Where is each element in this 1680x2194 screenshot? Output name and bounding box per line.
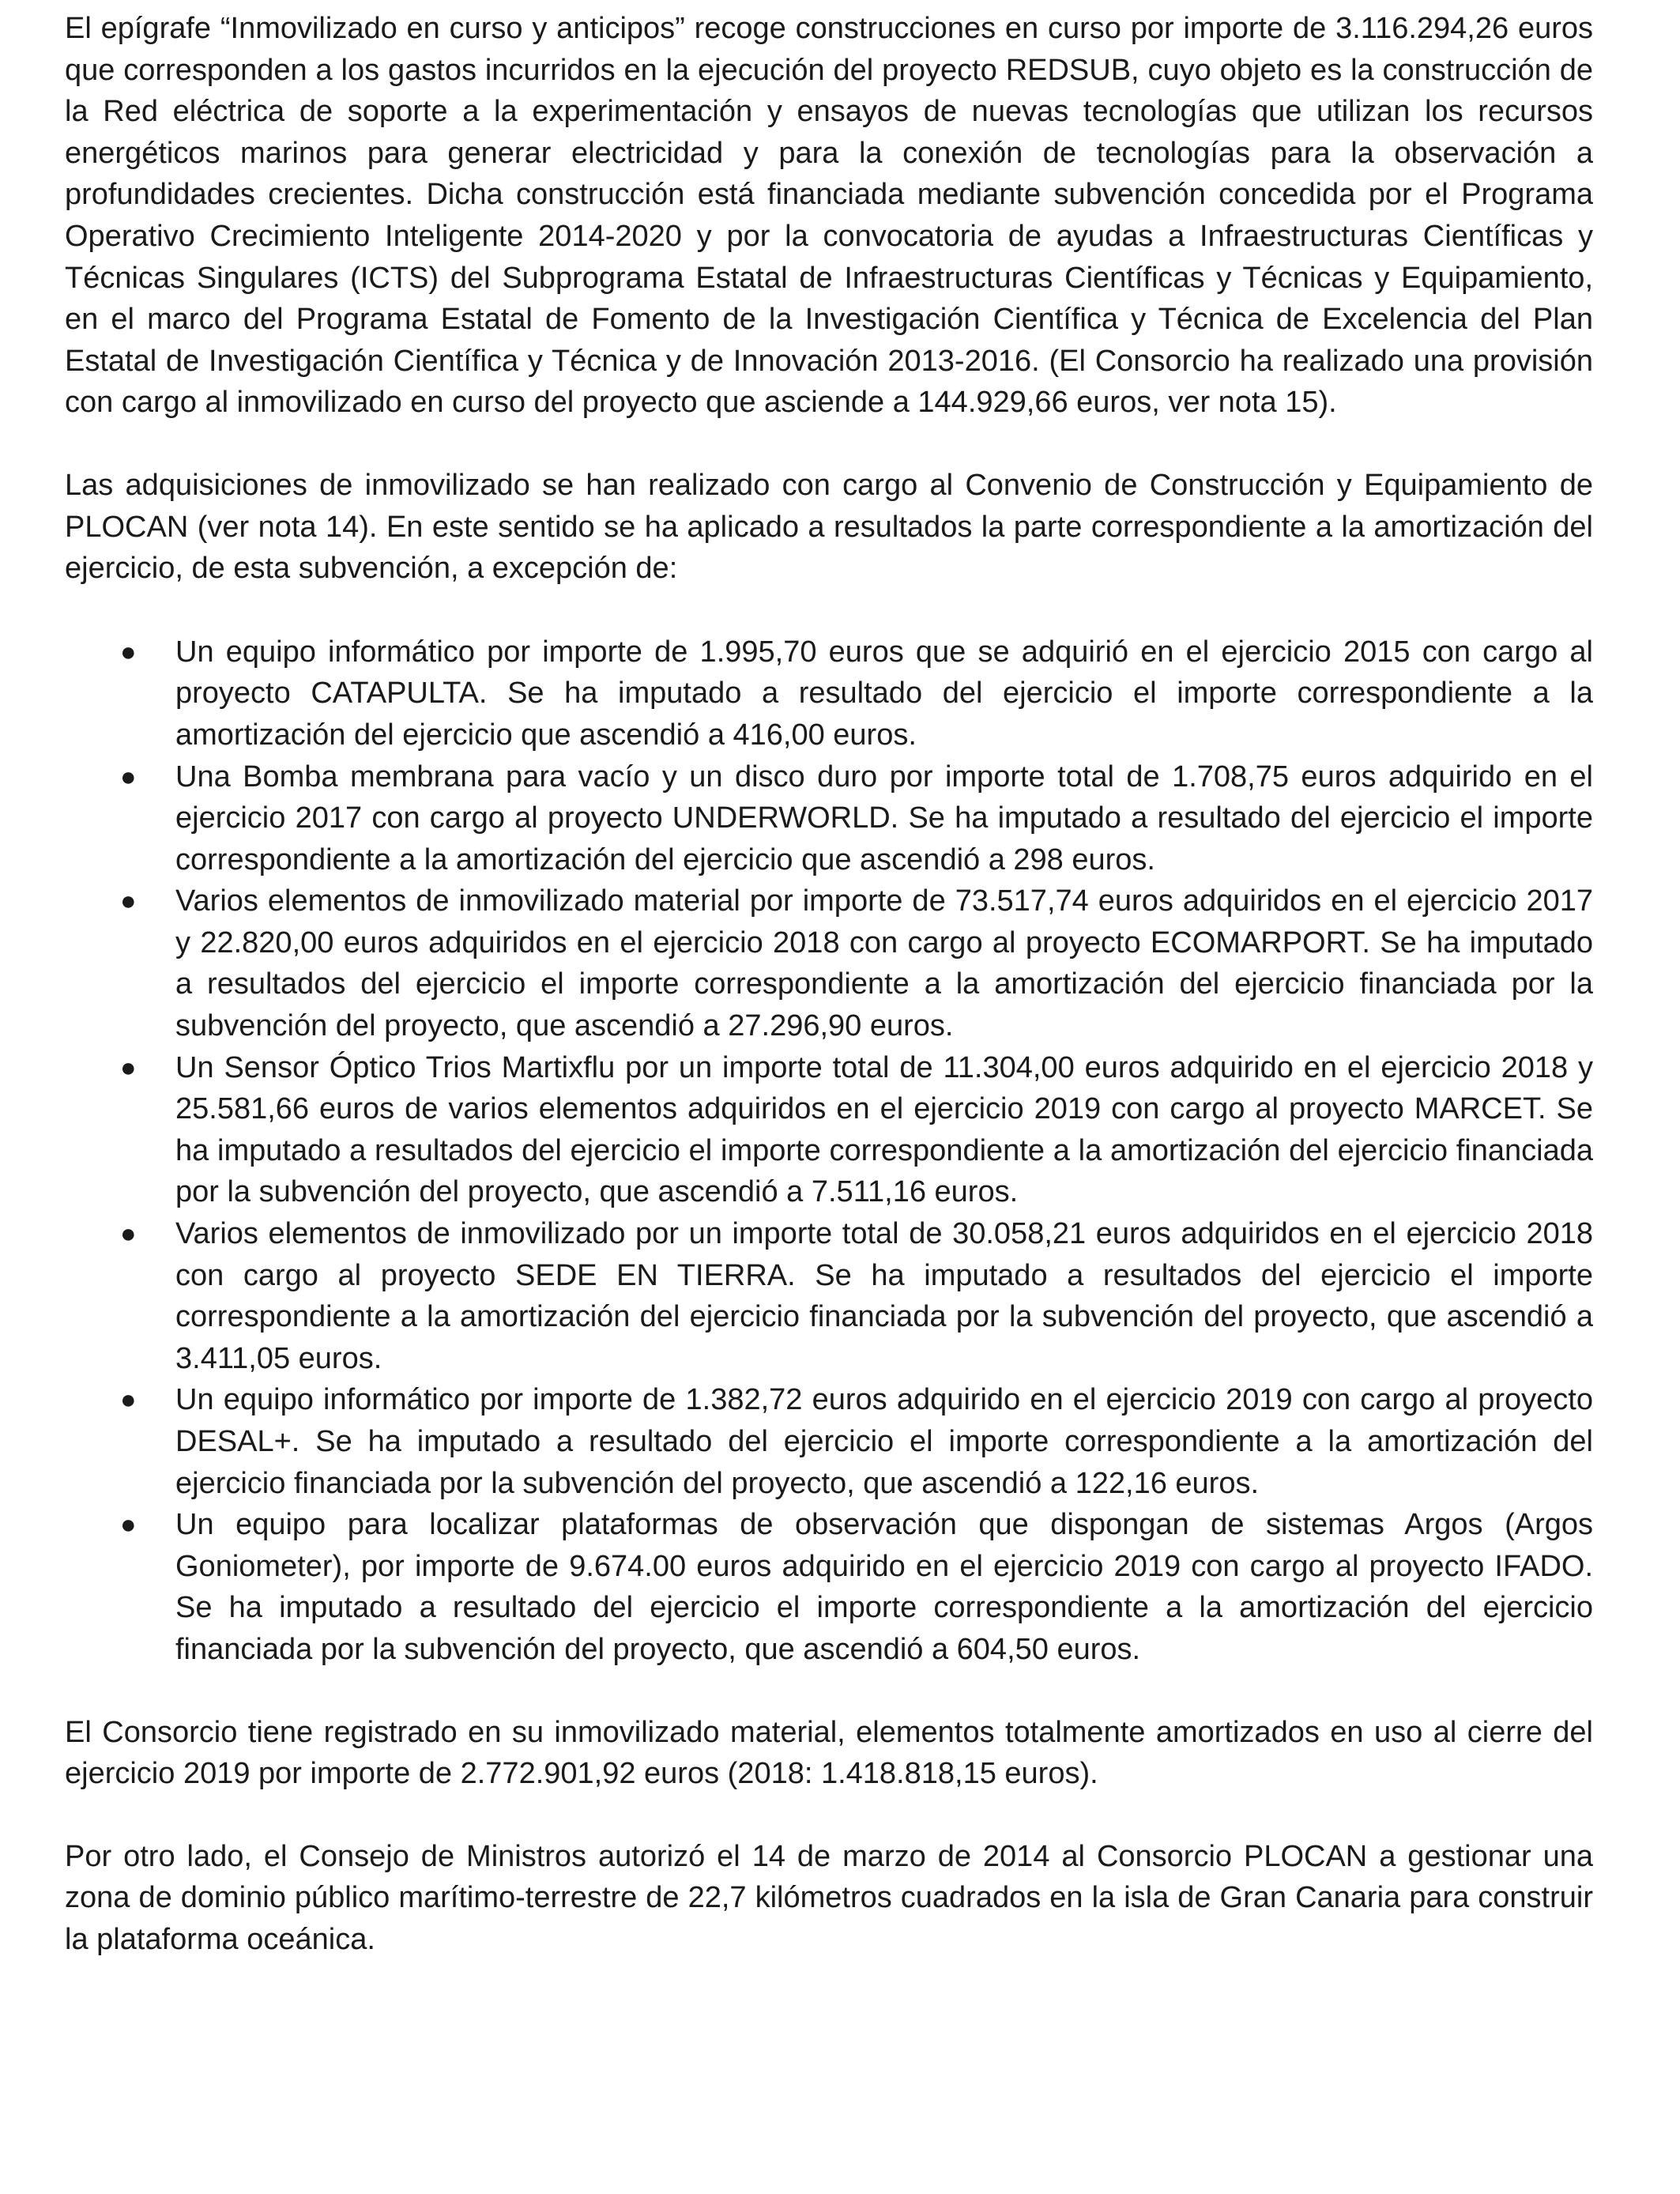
list-item-text: Varios elementos de inmovilizado por un importe total de 30.058,21 euros adquiridos en el ejercicio 2018 con cargo al proyecto SEDE EN TIERRA. Se ha imputado a resultados del ejercicio el importe correspondiente a la amortización del ejercicio financiada por la subvención del proyecto, que ascendió a 3.411,05 euros.: [175, 1217, 1593, 1375]
list-item: [65, 1047, 1593, 1213]
list-item-text: Varios elementos de inmovilizado material por importe de 73.517,74 euros adquiridos en el ejercicio 2017 y 22.820,00 euros adquiridos en el ejercicio 2018 con cargo al proyecto ECOMARPORT. Se ha imputado a resultados del ejercicio el importe correspondiente a la amortización del ejercicio financiada por la subvención del proyecto, que ascendió a 27.296,90 euros.: [175, 884, 1593, 1043]
document-page: [65, 8, 1593, 1961]
list-item-text: Un equipo informático por importe de 1.382,72 euros adquirido en el ejercicio 2019 con cargo al proyecto DESAL+. Se ha imputado a resultado del ejercicio el importe correspondiente a la amortización del ejercicio financiada por la subvención del proyecto, que ascendió a 122,16 euros.: [175, 1383, 1593, 1500]
list-item: [65, 1213, 1593, 1379]
list-item: [65, 756, 1593, 881]
paragraph-elementos-amortizados: El Consorcio tiene registrado en su inmovilizado material, elementos totalmente amortizados en uso al cierre del ejercicio 2019 por importe de 2.772.901,92 euros (2018: 1.418.818,15 euros).: [65, 1715, 1593, 1791]
paragraph-dominio-publico: Por otro lado, el Consejo de Ministros autorizó el 14 de marzo de 2014 al Consorcio PLOCAN a gestionar una zona de dominio público marítimo-terrestre de 22,7 kilómetros cuadrados en la isla de Gran Canaria para construir la plataforma oceánica.: [65, 1839, 1593, 1956]
bullet-icon: ●: [120, 1052, 137, 1083]
paragraph-adquisiciones: Las adquisiciones de inmovilizado se han realizado con cargo al Convenio de Construcción y Equipamiento de PLOCAN (ver nota 14). En este sentido se ha aplicado a resultados la parte correspondiente a la amortización del ejercicio, de esta subvención, a excepción de:: [65, 468, 1593, 586]
bullet-icon: ●: [120, 761, 137, 792]
exceptions-bullet-list: [65, 631, 1593, 1671]
bullet-icon: ●: [120, 1510, 137, 1540]
list-item-text: Un Sensor Óptico Trios Martixflu por un importe total de 11.304,00 euros adquirido en el ejercicio 2018 y 25.581,66 euros de varios elementos adquiridos en el ejercicio 2019 con cargo al proyecto MARCET. Se ha imputado a resultados del ejercicio el importe correspondiente a la amortización del ejercicio financiada por la subvención del proyecto, que ascendió a 7.511,16 euros.: [175, 1050, 1593, 1209]
paragraph-inmovilizado-en-curso: El epígrafe “Inmovilizado en curso y anticipos” recoge construcciones en curso por importe de 3.116.294,26 euros que corresponden a los gastos incurridos en la ejecución del proyecto REDSUB, cuyo objeto es la construcción de la Red eléctrica de soporte a la experimentación y ensayos de nuevas tecnologías que utilizan los recursos energéticos marinos para generar electricidad y para la conexión de tecnologías para la observación a profundidades crecientes. Dicha construcción está financiada mediante subvención concedida por el Programa Operativo Crecimiento Inteligente 2014-2020 y por la convocatoria de ayudas a Infraestructuras Científicas y Técnicas Singulares (ICTS) del Subprograma Estatal de Infraestructuras Científicas y Técnicas y Equipamiento, en el marco del Programa Estatal de Fomento de la Investigación Científica y Técnica de Excelencia del Plan Estatal de Investigación Científica y Técnica y de Innovación 2013-2016. (El Consorcio ha realizado una provisión con cargo al inmovilizado en curso del proyecto que asciende a 144.929,66 euros, ver nota 15).: [65, 12, 1593, 420]
bullet-icon: ●: [120, 636, 137, 667]
list-item-text: Un equipo para localizar plataformas de observación que dispongan de sistemas Argos (Argos Goniometer), por importe de 9.674.00 euros adquirido en el ejercicio 2019 con cargo al proyecto IFADO. Se ha imputado a resultado del ejercicio el importe correspondiente a la amortización del ejercicio financiada por la subvención del proyecto, que ascendió a 604,50 euros.: [175, 1508, 1593, 1666]
bullet-icon: ●: [120, 886, 137, 917]
list-item: [65, 880, 1593, 1046]
bullet-icon: ●: [120, 1219, 137, 1250]
bullet-icon: ●: [120, 1385, 137, 1416]
list-item-text: Una Bomba membrana para vacío y un disco duro por importe total de 1.708,75 euros adquirido en el ejercicio 2017 con cargo al proyecto UNDERWORLD. Se ha imputado a resultado del ejercicio el importe correspondiente a la amortización del ejercicio que ascendió a 298 euros.: [175, 760, 1593, 876]
list-item: [65, 1504, 1593, 1670]
list-item: [65, 1379, 1593, 1504]
list-item-text: Un equipo informático por importe de 1.995,70 euros que se adquirió en el ejercicio 2015 con cargo al proyecto CATAPULTA. Se ha imputado a resultado del ejercicio el importe correspondiente a la amortización del ejercicio que ascendió a 416,00 euros.: [175, 635, 1593, 752]
list-item: [65, 631, 1593, 756]
